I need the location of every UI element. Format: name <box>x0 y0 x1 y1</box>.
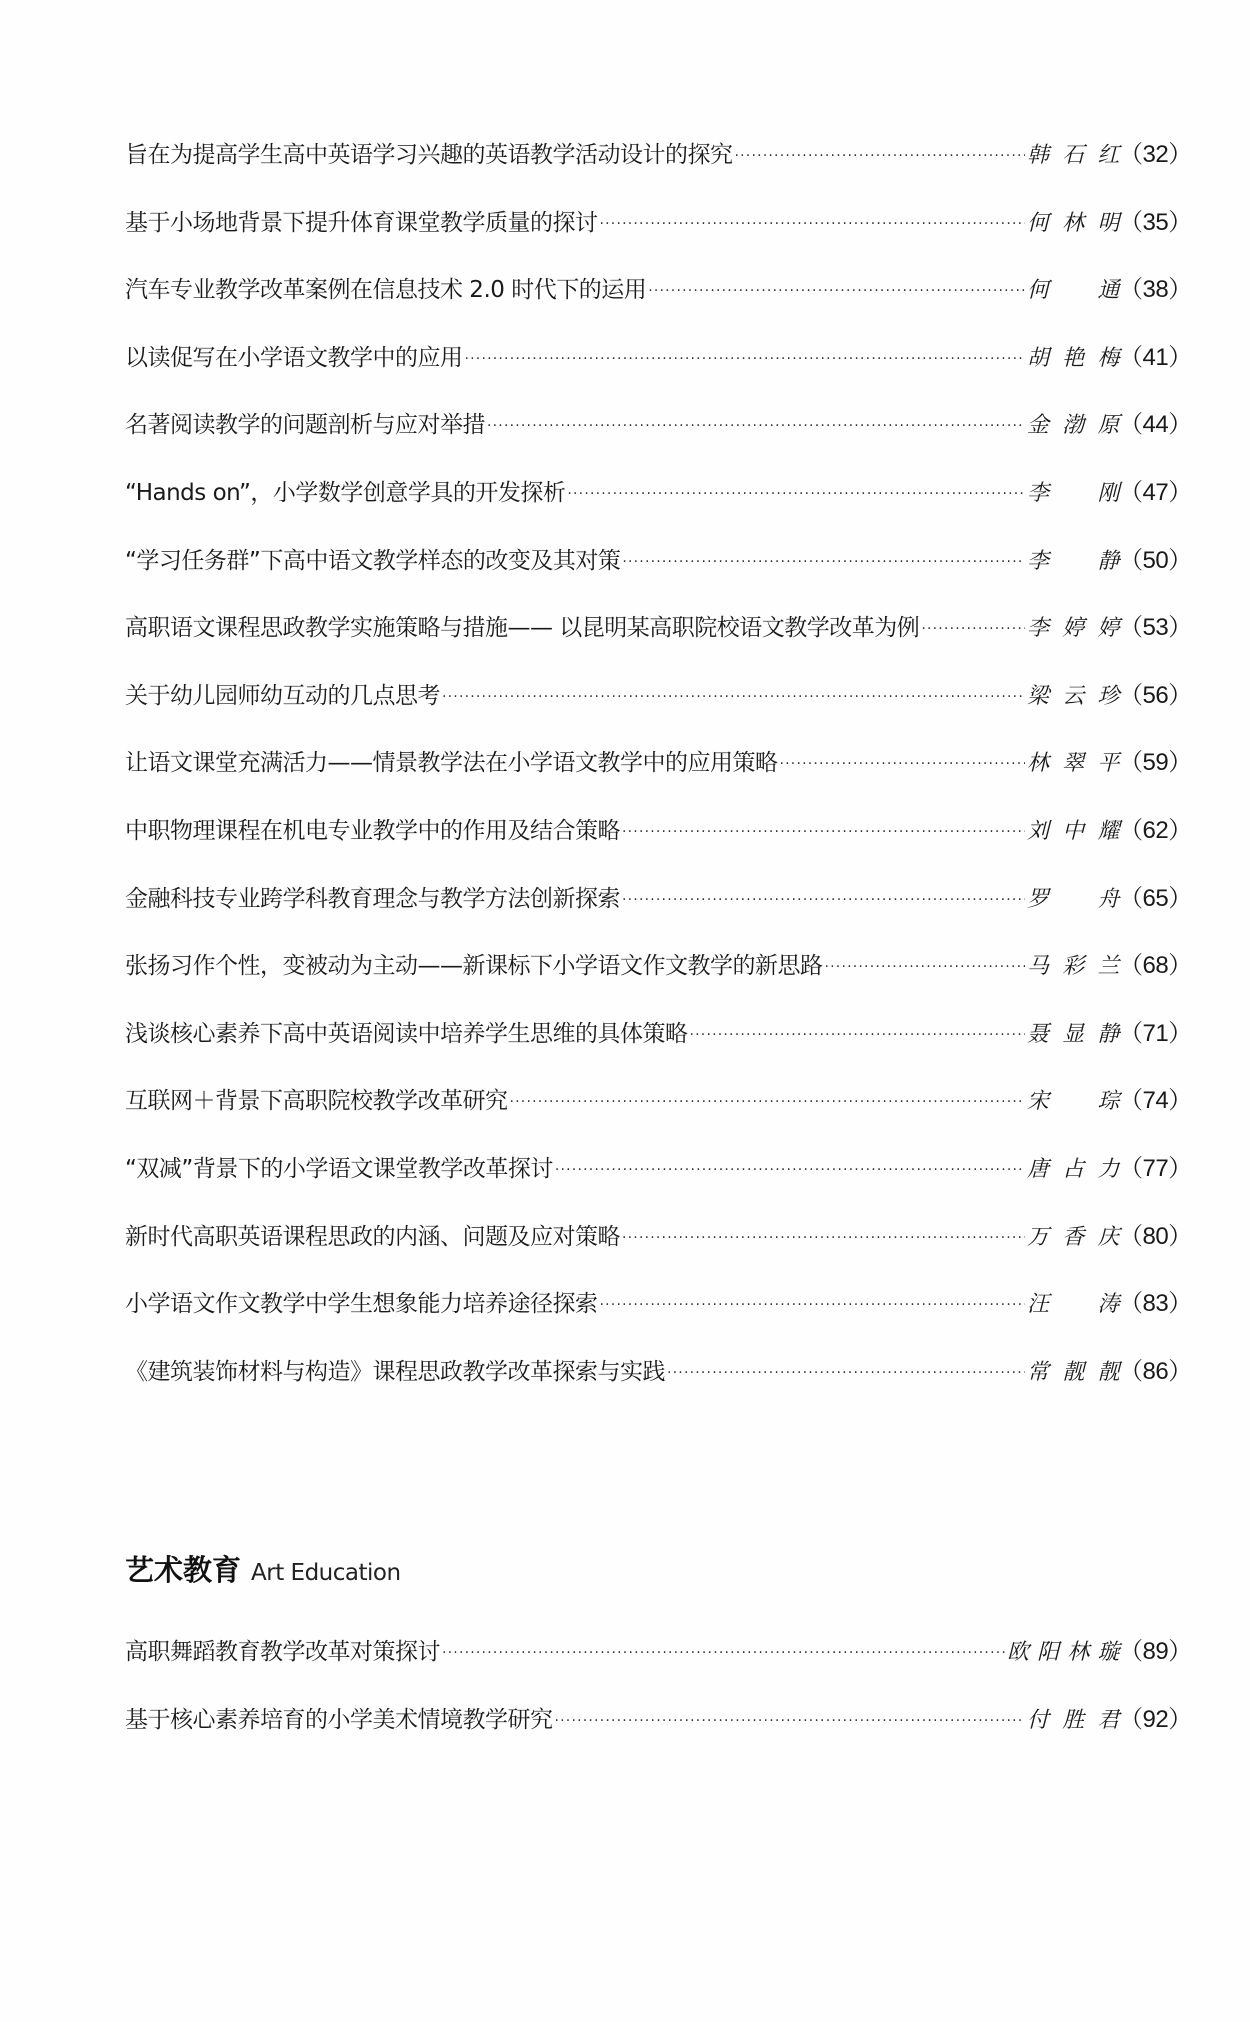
entry-page: （89） <box>1119 1638 1192 1665</box>
toc-entry[interactable] <box>125 1625 1192 1693</box>
dot-leader <box>442 670 1025 724</box>
dot-leader <box>921 602 1025 656</box>
entry-title: 互联网＋背景下高职院校教学改革研究 <box>125 1088 508 1115</box>
dot-leader <box>465 332 1026 386</box>
section-title-zh: 艺术教育 <box>125 1553 242 1587</box>
toc-entry[interactable] <box>125 601 1192 669</box>
dot-leader <box>690 1008 1026 1062</box>
entry-title: 关于幼儿园师幼互动的几点思考 <box>125 682 440 709</box>
dot-leader <box>622 873 1025 927</box>
entry-author: 刘中耀 <box>1027 818 1119 844</box>
toc-entry[interactable] <box>125 331 1192 399</box>
entry-author: 韩石红 <box>1027 143 1119 168</box>
entry-author: 李 静 <box>1027 548 1119 574</box>
entry-author: 李婷婷 <box>1027 616 1119 642</box>
entry-page: （65） <box>1119 884 1192 912</box>
toc-entry[interactable] <box>125 534 1192 602</box>
entry-page: （92） <box>1119 1706 1192 1733</box>
art-education-list <box>125 1625 1192 1761</box>
toc-entry[interactable] <box>125 669 1192 737</box>
toc-entry[interactable] <box>125 128 1192 196</box>
dot-leader <box>600 197 1026 251</box>
entry-page: （53） <box>1119 614 1192 642</box>
entry-author: 金渤原 <box>1027 413 1119 439</box>
entry-page: （83） <box>1119 1290 1192 1318</box>
entry-title: 高职语文课程思政教学实施策略与措施—— 以昆明某高职院校语文教学改革为例 <box>125 615 920 642</box>
entry-page: （35） <box>1119 208 1192 236</box>
entry-author: 何 通 <box>1027 278 1119 304</box>
entry-title: 金融科技专业跨学科教育理念与教学方法创新探索 <box>125 885 620 912</box>
entry-author: 梁云珍 <box>1027 683 1119 709</box>
toc-entry[interactable] <box>125 263 1192 331</box>
entry-title: “Hands on”，小学数学创意学具的开发探析 <box>125 479 566 506</box>
entry-title: “学习任务群”下高中语文教学样态的改变及其对策 <box>125 547 621 574</box>
dot-leader <box>555 1143 1025 1197</box>
dot-leader <box>780 737 1026 791</box>
entry-title: 张扬习作个性，变被动为主动——新课标下小学语文作文教学的新思路 <box>125 953 823 980</box>
entry-title: 名著阅读教学的问题剖析与应对举措 <box>125 412 485 439</box>
entry-author: 马彩兰 <box>1027 954 1119 980</box>
dot-leader <box>622 535 1025 589</box>
toc-entry[interactable] <box>125 1345 1192 1413</box>
entry-page: （47） <box>1119 478 1192 506</box>
entry-page: （68） <box>1119 952 1192 980</box>
toc-entry[interactable] <box>125 736 1192 804</box>
toc-entry[interactable] <box>125 466 1192 534</box>
dot-leader <box>622 805 1025 859</box>
entry-title: 基于核心素养培育的小学美术情境教学研究 <box>125 1707 553 1733</box>
entry-page: （38） <box>1119 276 1192 304</box>
entry-page: （77） <box>1119 1154 1192 1182</box>
entry-author: 付胜君 <box>1027 1708 1119 1733</box>
section-heading-art-education <box>125 1548 401 1589</box>
entry-author: 李 刚 <box>1027 480 1119 506</box>
entry-page: （74） <box>1119 1087 1192 1115</box>
entry-page: （44） <box>1119 411 1192 439</box>
dot-leader <box>555 1694 1026 1748</box>
entry-title: 汽车专业教学改革案例在信息技术 2.0 时代下的运用 <box>125 277 647 304</box>
dot-leader <box>622 1211 1025 1265</box>
entry-author: 汪 涛 <box>1027 1292 1119 1318</box>
toc-entry[interactable] <box>125 398 1192 466</box>
entry-page: （41） <box>1119 343 1192 371</box>
entry-author: 万香庆 <box>1027 1224 1119 1250</box>
toc-entry[interactable] <box>125 1007 1192 1075</box>
entry-page: （56） <box>1119 681 1192 709</box>
dot-leader <box>667 1346 1025 1400</box>
entry-page: （62） <box>1119 816 1192 844</box>
entry-title: 高职舞蹈教育教学改革对策探讨 <box>125 1639 440 1665</box>
dot-leader <box>648 264 1025 318</box>
entry-author: 聂显静 <box>1027 1021 1119 1047</box>
section-title-en: Art Education <box>251 1560 401 1586</box>
entry-title: 旨在为提高学生高中英语学习兴趣的英语教学活动设计的探究 <box>125 142 733 168</box>
entry-page: （50） <box>1119 546 1192 574</box>
toc-entry[interactable] <box>125 1210 1192 1278</box>
entry-page: （59） <box>1119 749 1192 777</box>
dot-leader <box>825 940 1026 994</box>
entry-author: 常靓靓 <box>1027 1359 1119 1385</box>
dot-leader <box>487 399 1025 453</box>
entry-author: 何林明 <box>1027 210 1119 236</box>
toc-entry[interactable] <box>125 939 1192 1007</box>
toc-entry[interactable] <box>125 196 1192 264</box>
entry-page: （71） <box>1119 1019 1192 1047</box>
entry-author: 唐占力 <box>1027 1156 1119 1182</box>
entry-title: 让语文课堂充满活力——情景教学法在小学语文教学中的应用策略 <box>125 750 778 777</box>
toc-list <box>125 128 1192 1412</box>
toc-entry[interactable] <box>125 804 1192 872</box>
dot-leader <box>735 129 1026 183</box>
entry-title: 小学语文作文教学中学生想象能力培养途径探索 <box>125 1291 598 1318</box>
entry-title: 中职物理课程在机电专业教学中的作用及结合策略 <box>125 817 620 844</box>
dot-leader <box>567 467 1025 521</box>
entry-author: 宋 琮 <box>1027 1089 1119 1115</box>
entry-title: 以读促写在小学语文教学中的应用 <box>125 344 463 371</box>
entry-title: 基于小场地背景下提升体育课堂教学质量的探讨 <box>125 209 598 236</box>
entry-author: 欧阳林璇 <box>1007 1640 1119 1665</box>
entry-title: 浅谈核心素养下高中英语阅读中培养学生思维的具体策略 <box>125 1020 688 1047</box>
toc-entry[interactable] <box>125 1074 1192 1142</box>
toc-entry[interactable] <box>125 1693 1192 1761</box>
dot-leader <box>510 1075 1026 1129</box>
entry-page: （32） <box>1119 141 1192 168</box>
entry-author: 林翠平 <box>1027 751 1119 777</box>
toc-entry[interactable] <box>125 872 1192 940</box>
toc-entry[interactable] <box>125 1142 1192 1210</box>
entry-author: 胡艳梅 <box>1027 345 1119 371</box>
entry-title: 新时代高职英语课程思政的内涵、问题及应对策略 <box>125 1223 620 1250</box>
entry-page: （86） <box>1119 1357 1192 1385</box>
toc-entry[interactable] <box>125 1277 1192 1345</box>
dot-leader <box>442 1626 1005 1680</box>
entry-page: （80） <box>1119 1222 1192 1250</box>
entry-author: 罗 舟 <box>1027 886 1119 912</box>
entry-title: “双减”背景下的小学语文课堂教学改革探讨 <box>125 1155 553 1182</box>
entry-title: 《建筑装饰材料与构造》课程思政教学改革探索与实践 <box>125 1358 665 1385</box>
dot-leader <box>600 1278 1026 1332</box>
